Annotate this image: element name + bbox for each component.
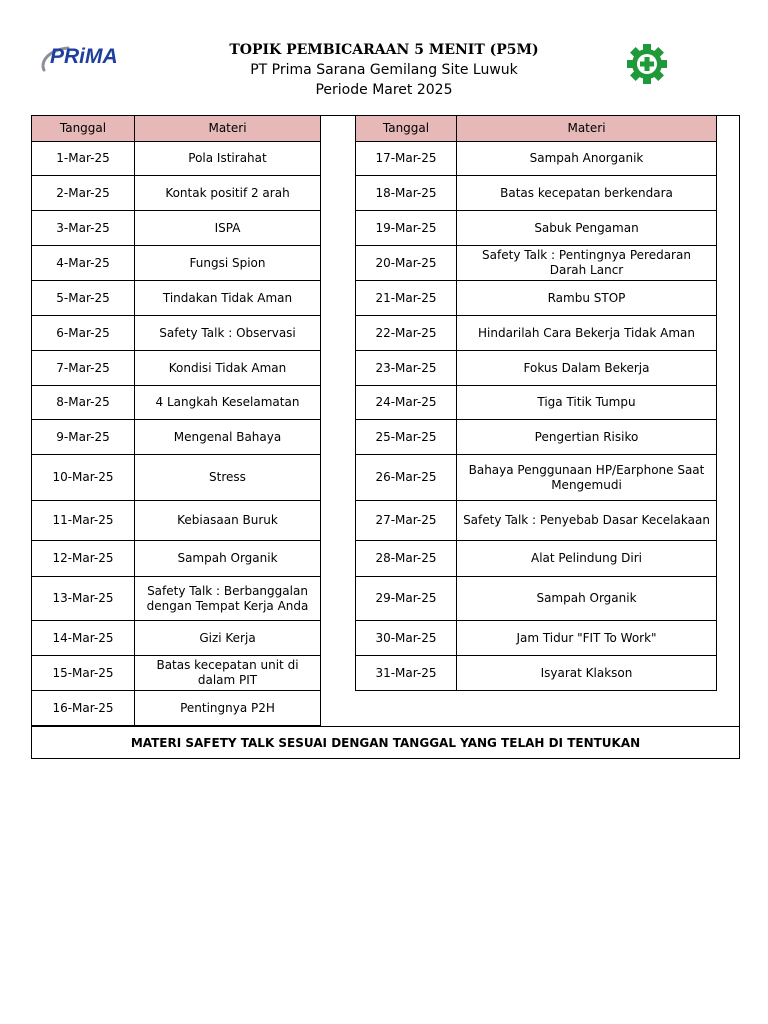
- table-row: [32, 142, 321, 176]
- row-material: Jam Tidur "FIT To Work": [457, 621, 717, 656]
- table-row: [32, 420, 321, 455]
- row-date: 28-Mar-25: [356, 541, 457, 577]
- row-material: Pengertian Risiko: [457, 420, 717, 455]
- table-row: [356, 176, 717, 211]
- row-date: 4-Mar-25: [32, 246, 135, 281]
- row-material: Tindakan Tidak Aman: [135, 281, 321, 316]
- row-date: 19-Mar-25: [356, 211, 457, 246]
- row-date: 30-Mar-25: [356, 621, 457, 656]
- row-date: 8-Mar-25: [32, 386, 135, 420]
- row-date: 29-Mar-25: [356, 577, 457, 621]
- row-date: 12-Mar-25: [32, 541, 135, 577]
- row-material: Sampah Anorganik: [457, 142, 717, 176]
- table-row: [32, 176, 321, 211]
- period-label: Periode Maret 2025: [315, 82, 453, 98]
- table-row: [32, 691, 321, 726]
- row-material: Kondisi Tidak Aman: [135, 351, 321, 386]
- row-date: 11-Mar-25: [32, 501, 135, 541]
- row-material: Pentingnya P2H: [135, 691, 321, 726]
- row-date: 20-Mar-25: [356, 246, 457, 281]
- row-material: Mengenal Bahaya: [135, 420, 321, 455]
- row-date: 17-Mar-25: [356, 142, 457, 176]
- row-date: 24-Mar-25: [356, 386, 457, 420]
- row-material: Alat Pelindung Diri: [457, 541, 717, 577]
- header-material: Materi: [135, 116, 321, 142]
- row-date: 22-Mar-25: [356, 316, 457, 351]
- header-date: Tanggal: [32, 116, 135, 142]
- table-row: [32, 621, 321, 656]
- table-row: [356, 656, 717, 691]
- table-header-row: [32, 116, 321, 142]
- row-date: 23-Mar-25: [356, 351, 457, 386]
- row-material: Pola Istirahat: [135, 142, 321, 176]
- row-material: Safety Talk : Berbanggalan dengan Tempat Kerja Anda: [135, 577, 321, 621]
- table-row: [356, 577, 717, 621]
- table-row: [356, 386, 717, 420]
- table-row: [356, 541, 717, 577]
- table-row: [32, 455, 321, 501]
- table-row: [32, 541, 321, 577]
- row-material: ISPA: [135, 211, 321, 246]
- company-subtitle: PT Prima Sarana Gemilang Site Luwuk: [250, 62, 518, 78]
- table-header-row: [356, 116, 717, 142]
- table-row: [32, 501, 321, 541]
- row-date: 6-Mar-25: [32, 316, 135, 351]
- table-row: [356, 501, 717, 541]
- row-material: Fokus Dalam Bekerja: [457, 351, 717, 386]
- safety-gear-icon: [622, 43, 672, 85]
- row-material: Isyarat Klakson: [457, 656, 717, 691]
- row-material: Sampah Organik: [135, 541, 321, 577]
- row-date: 31-Mar-25: [356, 656, 457, 691]
- row-material: Sabuk Pengaman: [457, 211, 717, 246]
- row-material: Batas kecepatan unit di dalam PIT: [135, 656, 321, 691]
- row-date: 18-Mar-25: [356, 176, 457, 211]
- row-material: Fungsi Spion: [135, 246, 321, 281]
- row-date: 27-Mar-25: [356, 501, 457, 541]
- row-date: 16-Mar-25: [32, 691, 135, 726]
- table-row: [32, 656, 321, 691]
- row-date: 3-Mar-25: [32, 211, 135, 246]
- row-date: 7-Mar-25: [32, 351, 135, 386]
- table-row: [356, 211, 717, 246]
- row-material: Rambu STOP: [457, 281, 717, 316]
- prima-logo: [38, 40, 134, 76]
- table-row: [356, 455, 717, 501]
- row-material: Stress: [135, 455, 321, 501]
- row-date: 13-Mar-25: [32, 577, 135, 621]
- row-date: 25-Mar-25: [356, 420, 457, 455]
- table-row: [32, 577, 321, 621]
- table-row: [356, 142, 717, 176]
- table-row: [32, 316, 321, 351]
- row-date: 1-Mar-25: [32, 142, 135, 176]
- row-material: Batas kecepatan berkendara: [457, 176, 717, 211]
- row-date: 5-Mar-25: [32, 281, 135, 316]
- table-row: [32, 246, 321, 281]
- row-material: Safety Talk : Observasi: [135, 316, 321, 351]
- table-row: [356, 281, 717, 316]
- row-material: Hindarilah Cara Bekerja Tidak Aman: [457, 316, 717, 351]
- document-title: TOPIK PEMBICARAAN 5 MENIT (P5M): [229, 42, 539, 58]
- schedule-table-left: [31, 115, 321, 726]
- row-date: 2-Mar-25: [32, 176, 135, 211]
- row-date: 14-Mar-25: [32, 621, 135, 656]
- table-row: [356, 351, 717, 386]
- row-date: 9-Mar-25: [32, 420, 135, 455]
- row-material: Safety Talk : Pentingnya Peredaran Darah Lancr: [457, 246, 717, 281]
- row-date: 26-Mar-25: [356, 455, 457, 501]
- table-row: [356, 420, 717, 455]
- row-date: 21-Mar-25: [356, 281, 457, 316]
- row-material: 4 Langkah Keselamatan: [135, 386, 321, 420]
- footer-note: MATERI SAFETY TALK SESUAI DENGAN TANGGAL YANG TELAH DI TENTUKAN: [31, 726, 740, 759]
- row-material: Gizi Kerja: [135, 621, 321, 656]
- table-row: [356, 246, 717, 281]
- logo-text: PRiMA: [50, 45, 118, 68]
- table-row: [32, 211, 321, 246]
- row-material: Kontak positif 2 arah: [135, 176, 321, 211]
- table-row: [32, 281, 321, 316]
- row-date: 15-Mar-25: [32, 656, 135, 691]
- row-date: 10-Mar-25: [32, 455, 135, 501]
- row-material: Kebiasaan Buruk: [135, 501, 321, 541]
- table-row: [32, 386, 321, 420]
- header-material: Materi: [457, 116, 717, 142]
- row-material: Tiga Titik Tumpu: [457, 386, 717, 420]
- row-material: Sampah Organik: [457, 577, 717, 621]
- table-row: [356, 621, 717, 656]
- row-material: Bahaya Penggunaan HP/Earphone Saat Mengemudi: [457, 455, 717, 501]
- header-date: Tanggal: [356, 116, 457, 142]
- table-row: [356, 316, 717, 351]
- row-material: Safety Talk : Penyebab Dasar Kecelakaan: [457, 501, 717, 541]
- schedule-table-right: [355, 115, 717, 691]
- table-row: [32, 351, 321, 386]
